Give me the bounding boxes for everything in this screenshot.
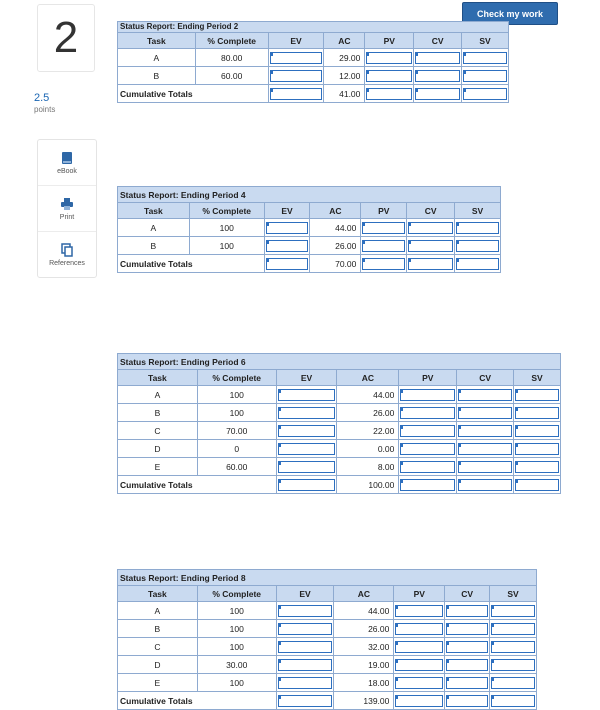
complete-header: % Complete <box>195 33 268 49</box>
sv-input[interactable] <box>514 404 561 422</box>
ac-header: AC <box>324 33 365 49</box>
cv-header: CV <box>414 33 462 49</box>
pv-input[interactable] <box>365 49 414 67</box>
ev-input[interactable] <box>276 638 334 656</box>
status-report-period-2 <box>117 21 509 103</box>
pv-total-input[interactable] <box>361 255 407 273</box>
pv-input[interactable] <box>394 656 445 674</box>
task-cell: B <box>118 67 196 85</box>
pv-input[interactable] <box>394 620 445 638</box>
task-cell: D <box>118 440 198 458</box>
table-row <box>118 422 561 440</box>
references-button[interactable] <box>38 232 96 277</box>
ev-total-input[interactable] <box>268 85 324 103</box>
ev-input[interactable] <box>276 422 337 440</box>
cv-input[interactable] <box>457 422 514 440</box>
report-title: Status Report: Ending Period 2 <box>118 22 509 33</box>
complete-cell: 100 <box>189 219 264 237</box>
points-info <box>34 92 55 116</box>
complete-cell: 100 <box>197 404 276 422</box>
complete-header: % Complete <box>189 203 264 219</box>
sv-input[interactable] <box>514 440 561 458</box>
ev-total-input[interactable] <box>264 255 310 273</box>
complete-cell: 60.00 <box>197 458 276 476</box>
references-label: References <box>49 259 85 267</box>
task-header: Task <box>118 33 196 49</box>
print-icon <box>60 197 74 211</box>
sv-input[interactable] <box>462 67 509 85</box>
ac-total: 70.00 <box>310 255 361 273</box>
pv-input[interactable] <box>399 422 457 440</box>
ac-cell: 26.00 <box>337 404 399 422</box>
cv-header: CV <box>457 370 514 386</box>
ac-header: AC <box>310 203 361 219</box>
ebook-icon <box>60 151 74 165</box>
pv-input[interactable] <box>361 237 407 255</box>
sv-header: SV <box>514 370 561 386</box>
sv-input[interactable] <box>455 237 501 255</box>
sv-input[interactable] <box>455 219 501 237</box>
sv-header: SV <box>462 33 509 49</box>
cumulative-label: Cumulative Totals <box>118 85 269 103</box>
sv-input[interactable] <box>462 49 509 67</box>
complete-cell: 80.00 <box>195 49 268 67</box>
table-row <box>118 219 501 237</box>
report-title: Status Report: Ending Period 6 <box>118 354 561 370</box>
complete-cell: 30.00 <box>197 656 276 674</box>
pv-total-input[interactable] <box>399 476 457 494</box>
points-value: 2.5 <box>34 92 50 104</box>
ev-header: EV <box>276 370 337 386</box>
pv-header: PV <box>361 203 407 219</box>
cv-total-input[interactable] <box>414 85 462 103</box>
cv-input[interactable] <box>407 219 455 237</box>
pv-input[interactable] <box>399 440 457 458</box>
check-my-work-button[interactable]: Check my work <box>462 2 558 25</box>
cv-header: CV <box>445 586 490 602</box>
task-cell: C <box>118 422 198 440</box>
ac-cell: 0.00 <box>337 440 399 458</box>
ev-header: EV <box>264 203 310 219</box>
pv-header: PV <box>394 586 445 602</box>
complete-cell: 100 <box>197 620 276 638</box>
sv-input[interactable] <box>490 674 537 692</box>
table-row <box>118 602 537 620</box>
report-title: Status Report: Ending Period 4 <box>118 187 501 203</box>
sv-header: SV <box>455 203 501 219</box>
cv-input[interactable] <box>445 656 490 674</box>
table-row <box>118 620 537 638</box>
task-cell: E <box>118 458 198 476</box>
ac-cell: 22.00 <box>337 422 399 440</box>
sv-input[interactable] <box>514 458 561 476</box>
cumulative-label: Cumulative Totals <box>118 692 277 710</box>
cumulative-row <box>118 476 561 494</box>
sv-input[interactable] <box>490 638 537 656</box>
pv-total-input[interactable] <box>394 692 445 710</box>
cv-input[interactable] <box>457 440 514 458</box>
task-header: Task <box>118 370 198 386</box>
sv-total-input[interactable] <box>455 255 501 273</box>
ev-input[interactable] <box>264 237 310 255</box>
task-cell: A <box>118 602 198 620</box>
sv-input[interactable] <box>490 602 537 620</box>
complete-header: % Complete <box>197 370 276 386</box>
ac-cell: 26.00 <box>334 620 394 638</box>
cv-input[interactable] <box>445 620 490 638</box>
task-cell: B <box>118 237 190 255</box>
sv-input[interactable] <box>490 620 537 638</box>
ev-total-input[interactable] <box>276 692 334 710</box>
ac-cell: 44.00 <box>310 219 361 237</box>
pv-total-input[interactable] <box>365 85 414 103</box>
task-cell: D <box>118 656 198 674</box>
task-cell: A <box>118 386 198 404</box>
sv-input[interactable] <box>514 422 561 440</box>
ac-cell: 19.00 <box>334 656 394 674</box>
sv-header: SV <box>490 586 537 602</box>
ev-header: EV <box>268 33 324 49</box>
table-row <box>118 638 537 656</box>
complete-cell: 100 <box>197 386 276 404</box>
table-row <box>118 67 509 85</box>
pv-input[interactable] <box>399 386 457 404</box>
pv-header: PV <box>399 370 457 386</box>
cumulative-label: Cumulative Totals <box>118 255 265 273</box>
ac-cell: 26.00 <box>310 237 361 255</box>
status-report-period-6 <box>117 353 561 494</box>
table-row <box>118 386 561 404</box>
question-number: 2 <box>53 13 79 62</box>
ac-header: AC <box>334 586 394 602</box>
complete-cell: 100 <box>189 237 264 255</box>
ev-input[interactable] <box>276 602 334 620</box>
sv-total-input[interactable] <box>462 85 509 103</box>
cv-total-input[interactable] <box>407 255 455 273</box>
table-row <box>118 237 501 255</box>
ev-header: EV <box>276 586 334 602</box>
cv-input[interactable] <box>445 674 490 692</box>
cv-input[interactable] <box>414 49 462 67</box>
task-cell: A <box>118 49 196 67</box>
task-cell: E <box>118 674 198 692</box>
ev-input[interactable] <box>276 386 337 404</box>
cv-total-input[interactable] <box>445 692 490 710</box>
print-label: Print <box>59 213 75 221</box>
sv-input[interactable] <box>490 656 537 674</box>
complete-cell: 70.00 <box>197 422 276 440</box>
pv-input[interactable] <box>394 638 445 656</box>
pv-input[interactable] <box>365 67 414 85</box>
pv-input[interactable] <box>361 219 407 237</box>
ac-cell: 29.00 <box>324 49 365 67</box>
sv-total-input[interactable] <box>514 476 561 494</box>
ev-input[interactable] <box>268 49 324 67</box>
resource-sidebar <box>37 139 97 278</box>
table-row <box>118 656 537 674</box>
complete-cell: 100 <box>197 602 276 620</box>
cv-input[interactable] <box>414 67 462 85</box>
ac-total: 100.00 <box>337 476 399 494</box>
cv-input[interactable] <box>407 237 455 255</box>
cv-input[interactable] <box>445 602 490 620</box>
cv-input[interactable] <box>457 458 514 476</box>
task-cell: A <box>118 219 190 237</box>
table-row <box>118 49 509 67</box>
references-icon <box>60 243 74 257</box>
ac-cell: 32.00 <box>334 638 394 656</box>
ac-cell: 44.00 <box>334 602 394 620</box>
ev-input[interactable] <box>264 219 310 237</box>
ac-total: 139.00 <box>334 692 394 710</box>
complete-cell: 100 <box>197 674 276 692</box>
table-row <box>118 674 537 692</box>
pv-header: PV <box>365 33 414 49</box>
report-title: Status Report: Ending Period 8 <box>118 570 537 586</box>
ac-cell: 12.00 <box>324 67 365 85</box>
task-header: Task <box>118 203 190 219</box>
task-cell: C <box>118 638 198 656</box>
table-row <box>118 404 561 422</box>
cv-total-input[interactable] <box>457 476 514 494</box>
ev-total-input[interactable] <box>276 476 337 494</box>
table-row <box>118 440 561 458</box>
sv-input[interactable] <box>514 386 561 404</box>
ebook-label: eBook <box>57 167 77 175</box>
task-header: Task <box>118 586 198 602</box>
cv-header: CV <box>407 203 455 219</box>
ebook-button[interactable] <box>38 140 96 186</box>
status-report-period-8 <box>117 569 537 710</box>
cumulative-label: Cumulative Totals <box>118 476 277 494</box>
cumulative-row <box>118 692 537 710</box>
cv-input[interactable] <box>445 638 490 656</box>
sv-total-input[interactable] <box>490 692 537 710</box>
cv-input[interactable] <box>457 404 514 422</box>
cv-input[interactable] <box>457 386 514 404</box>
points-label: points <box>34 105 56 114</box>
ac-cell: 8.00 <box>337 458 399 476</box>
ac-cell: 18.00 <box>334 674 394 692</box>
ac-header: AC <box>337 370 399 386</box>
ac-cell: 44.00 <box>337 386 399 404</box>
table-row <box>118 458 561 476</box>
ev-input[interactable] <box>276 440 337 458</box>
pv-input[interactable] <box>399 404 457 422</box>
task-cell: B <box>118 620 198 638</box>
task-cell: B <box>118 404 198 422</box>
ev-input[interactable] <box>276 620 334 638</box>
cumulative-row <box>118 255 501 273</box>
complete-cell: 100 <box>197 638 276 656</box>
cumulative-row <box>118 85 509 103</box>
ev-input[interactable] <box>276 674 334 692</box>
ev-input[interactable] <box>276 656 334 674</box>
status-report-period-4 <box>117 186 501 273</box>
pv-input[interactable] <box>394 674 445 692</box>
print-button[interactable] <box>38 186 96 232</box>
complete-header: % Complete <box>197 586 276 602</box>
ev-input[interactable] <box>268 67 324 85</box>
complete-cell: 60.00 <box>195 67 268 85</box>
ev-input[interactable] <box>276 404 337 422</box>
complete-cell: 0 <box>197 440 276 458</box>
pv-input[interactable] <box>399 458 457 476</box>
ev-input[interactable] <box>276 458 337 476</box>
ac-total: 41.00 <box>324 85 365 103</box>
pv-input[interactable] <box>394 602 445 620</box>
